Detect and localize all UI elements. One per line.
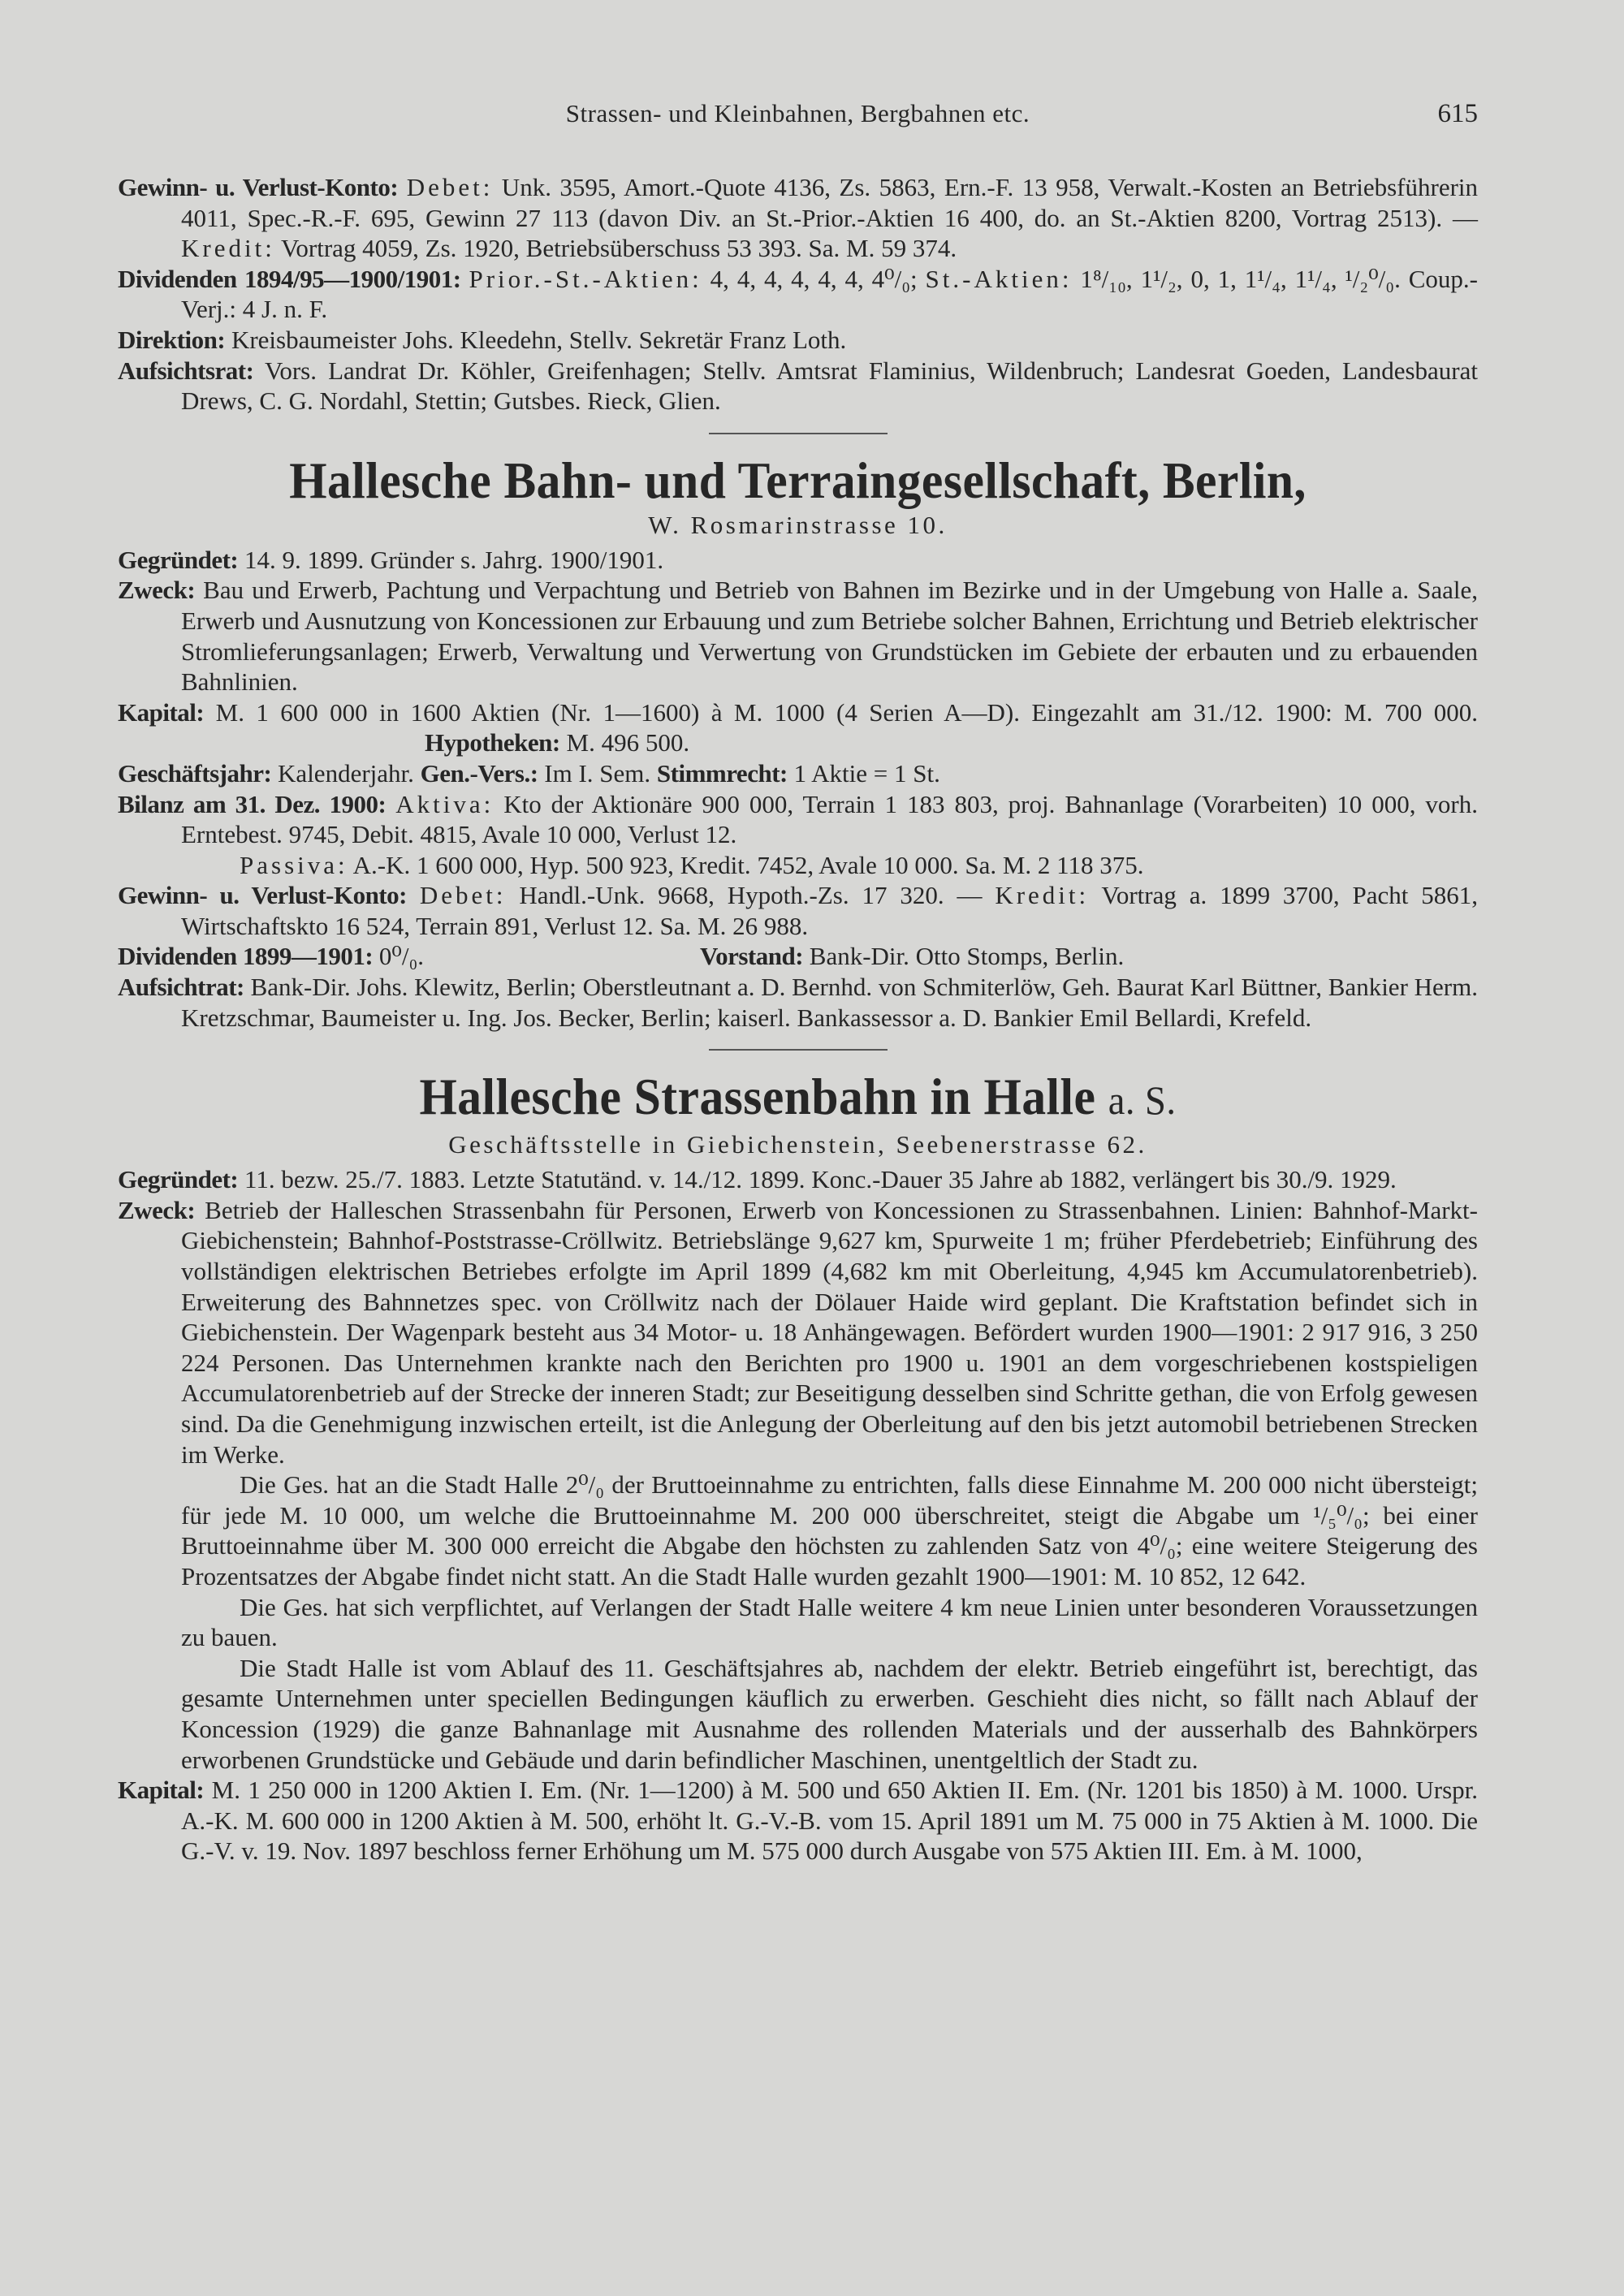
entry-text: 14. 9. 1899. Gründer s. Jahrg. 1900/1901. [238, 545, 664, 574]
entry-label: Gen.-Vers.: [420, 758, 538, 788]
entry-label: Dividenden 1894/95—1900/1901: [118, 264, 461, 293]
company-address: W. Rosmarinstrasse 10. [648, 510, 948, 539]
entry-text: Vortrag 4059, Zs. 1920, Betriebsüberschuss 53 393. Sa. M. 59 374. [274, 234, 957, 263]
entry-text: Kreisbaumeister Johs. Kleedehn, Stellv. Sekretär Franz Loth. [225, 325, 847, 354]
entry-label: Bilanz am 31. Dez. 1900: [118, 789, 387, 818]
entry-label: Gewinn- u. Verlust-Konto: [118, 881, 407, 910]
entry-paragraph [118, 1195, 1478, 1470]
page-number: 615 [1437, 99, 1478, 128]
entry-paragraph [118, 850, 1478, 881]
entry-label: Gewinn- u. Verlust-Konto: [118, 173, 399, 201]
entry-paragraph [118, 575, 1478, 697]
section-divider [709, 1049, 888, 1051]
entry-text: Kalenderjahr. [271, 758, 421, 788]
page-header [118, 99, 1478, 135]
page-content [118, 172, 1478, 1867]
entry-paragraph [118, 880, 1478, 941]
entry-sublabel: Kredit: [995, 881, 1090, 910]
entry-text: Betrieb der Halleschen Strassenbahn für Personen, Erwerb von Koncessionen zu Strassenbahnen. Linien: Bahnhof-Markt-Giebichenstein; Bahnhof-Poststrasse-Cröllwitz. Betriebslänge 9,627 km, Spurweite 1 m; früher Pferdebetrieb; Einführung des vollständigen elektrischen Betriebes erfolgte im April 1899 (4,682 km mit Oberleitung, 4,945 km Accumulatorenbetrieb). Erweiterung des Bahnnetzes spec. von Cröllwitz nach der Dölauer Haide wird geplant. Die Kraftstation befindet sich in Giebichenstein. Der Wagenpark besteht aus 34 Motor- u. 18 Anhängewagen. Befördert wurden 1900—1901: 2 917 916, 3 250 224 Personen. Das Unternehmen krankte nach den Berichten pro 1900 u. 1901 an dem vorgeschriebenen kostspieligen Accumulatorenbetrieb auf der Strecke der inneren Stadt; zur Beseitigung desselben sind Schritte gethan, die von Erfolg gewesen sind. Da die Genehmigung inzwischen erteilt, ist die Anlegung der Oberleitung auf den bis jetzt automobil betriebenen Strecken im Werke. [181, 1195, 1478, 1469]
entry-text [398, 173, 406, 201]
entry-text [386, 790, 395, 818]
entry-text: M. 1 250 000 in 1200 Aktien I. Em. (Nr. 1—1200) à M. 500 und 650 Aktien II. Em. (Nr. 1201 bis 1850) à M. 1000. Urspr. A.-K. M. 600 000 in 1200 Aktien à M. 500, erhöht lt. G.-V.-B. vom 15. April 1891 um M. 75 000 in 75 Aktien à M. 1000. Die G.-V. v. 19. Nov. 1897 beschloss ferner Erhöhung um M. 575 000 durch Ausgabe von 575 Aktien III. Em. à M. 1000, [181, 1776, 1478, 1866]
company-title-suffix: a. S. [1108, 1077, 1177, 1124]
entry-label: Direktion: [118, 325, 226, 354]
entry-paragraph [118, 697, 1478, 758]
entry-label: Gegründet: [118, 1165, 239, 1194]
entry-paragraph [118, 356, 1478, 416]
entry-text [407, 881, 420, 909]
entry-text: Handl.-Unk. 9668, Hypoth.-Zs. 17 320. — [506, 881, 996, 910]
entry-sublabel: Passiva: [240, 850, 348, 879]
company-title-text: Hallesche Bahn- und Terraingesellschaft, Berlin, [289, 451, 1307, 509]
entry-sublabel: Aktiva: [395, 789, 495, 818]
entry-sublabel: Debet: [419, 881, 507, 910]
entry-text: Vors. Landrat Dr. Köhler, Greifenhagen; Stellv. Amtsrat Flaminius, Wildenbruch; Landesrat Goeden, Landesbaurat Drews, C. G. Nordahl, Stettin; Gutsbes. Rieck, Glien. [181, 356, 1478, 416]
entry-label: Stimmrecht: [656, 758, 788, 788]
entry-text: Die Ges. hat an die Stadt Halle 2⁰/₀ der Bruttoeinnahme zu entrichten, falls diese Einnahme M. 200 000 nicht übersteigt; für jede M. 10 000, um welche die Bruttoeinnahme M. 200 000 überschreitet, steigt die Abgabe um ¹/₅⁰/₀; bei einer Bruttoeinnahme über M. 300 000 erreicht die Abgabe den höchsten zu zahlenden Satz von 4⁰/₀; eine weitere Steigerung des Prozentsatzes der Abgabe findet nicht statt. An die Stadt Halle wurden gezahlt 1900—1901: M. 10 852, 12 642. [181, 1470, 1478, 1590]
entry-text: A.-K. 1 600 000, Hyp. 500 923, Kredit. 7452, Avale 10 000. Sa. M. 2 118 375. [348, 850, 1144, 879]
entry-paragraph [118, 1470, 1478, 1591]
entry-text: M. 1 600 000 in 1600 Aktien (Nr. 1—1600) à M. 1000 (4 Serien A—D). Eingezahlt am 31./12. 1900: M. 700 000. [204, 697, 1478, 727]
entry-sublabel: Prior.-St.-Aktien: [469, 264, 702, 293]
entry-label: Dividenden 1899—1901: [118, 942, 374, 971]
entry-label: Geschäftsjahr: [118, 758, 272, 788]
entry-text: 1 Aktie = 1 St. [787, 758, 940, 788]
entry-text: Die Ges. hat sich verpflichtet, auf Verlangen der Stadt Halle weitere 4 km neue Linien unter besonderen Voraussetzungen zu bauen. [181, 1592, 1478, 1652]
entry-paragraph [118, 172, 1478, 264]
running-title: Strassen- und Kleinbahnen, Bergbahnen etc. [565, 99, 1030, 127]
entry-label: Kapital: [118, 697, 205, 727]
entry-text: 11. bezw. 25./7. 1883. Letzte Statutänd. v. 14./12. 1899. Konc.-Dauer 35 Jahre ab 1882, verlängert bis 30./9. 1929. [238, 1165, 1397, 1194]
entry-label: Gegründet: [118, 545, 239, 574]
entry-paragraph [118, 1653, 1478, 1775]
entry-text: 1⁸/₁₀, 1¹/₂, 0, 1, 1¹/₄, 1¹/₄, ¹/₂⁰/₀. Coup.-Verj.: 4 J. n. F. [181, 264, 1478, 324]
entry-paragraph [118, 264, 1478, 325]
company-title [166, 452, 1431, 509]
entry-paragraph [118, 1164, 1478, 1195]
entry-sublabel: Debet: [406, 173, 494, 201]
entry-text: Bank-Dir. Johs. Klewitz, Berlin; Oberstleutnant a. D. Bernhd. von Schmiterlöw, Geh. Baurat Karl Büttner, Bankier Herm. Kretzschmar, Baumeister u. Ing. Jos. Becker, Berlin; kaiserl. Bankassessor a. D. Bankier Emil Bellardi, Krefeld. [181, 973, 1478, 1032]
company-section [118, 433, 1478, 1034]
entry-paragraph [118, 941, 1478, 972]
company-address: Geschäftsstelle in Giebichenstein, Seebenerstrasse 62. [448, 1130, 1147, 1159]
company-section [118, 172, 1478, 416]
entry-text: M. 496 500. [559, 728, 690, 757]
entry-text: Bank-Dir. Otto Stomps, Berlin. [803, 942, 1125, 971]
entry-label: Aufsichtrat: [118, 973, 244, 1002]
entry-paragraph [118, 758, 1478, 789]
entry-label: Kapital: [118, 1776, 205, 1805]
entry-sublabel: Kredit: [181, 234, 275, 263]
entry-text: 0⁰/₀. [373, 942, 425, 971]
entry-paragraph [118, 972, 1478, 1033]
entry-label: Vorstand: [700, 942, 804, 971]
entry-label: Zweck: [118, 1195, 196, 1224]
section-divider [709, 433, 888, 434]
entry-sublabel: St.-Aktien: [925, 264, 1073, 293]
entry-paragraph [118, 545, 1478, 576]
entry-label: Hypotheken: [425, 728, 560, 757]
entry-paragraph [118, 325, 1478, 356]
entry-text: Im I. Sem. [538, 758, 657, 788]
company-title [166, 1068, 1431, 1129]
entry-text: Bau und Erwerb, Pachtung und Verpachtung und Betrieb von Bahnen im Bezirke und in der Umgebung von Halle a. Saale, Erwerb und Ausnutzung von Koncessionen zur Erbauung und zum Betriebe solcher Bahnen, Errichtung und Betrieb elektrischer Stromlieferungsanlagen; Erwerb, Verwaltung und Verwertung von Grundstücken im Gebiete der erbauten und zu erbauenden Bahnlinien. [181, 576, 1478, 697]
entry-paragraph [118, 789, 1478, 850]
entry-paragraph [118, 1592, 1478, 1653]
entry-paragraph [118, 1775, 1478, 1867]
entry-text: 4, 4, 4, 4, 4, 4, 4⁰/₀; [702, 264, 926, 293]
entry-text: Vortrag a. 1899 3700, Pacht 5861, Wirtschaftskto 16 524, Terrain 891, Verlust 12. Sa. M. 26 988. [181, 881, 1479, 940]
entry-text: Unk. 3595, Amort.-Quote 4136, Zs. 5863, Ern.-F. 13 958, Verwalt.-Kosten an Betriebsführerin 4011, Spec.-R.-F. 695, Gewinn 27 113 (davon Div. an St.-Prior.-Aktien 16 400, do. an St.-Aktien 8200, Vortrag 2513). — [181, 173, 1479, 232]
entry-label: Zweck: [118, 576, 196, 605]
company-section [118, 1049, 1478, 1867]
entry-text: Kto der Aktionäre 900 000, Terrain 1 183 803, proj. Bahnanlage (Vorarbeiten) 10 000, vorh. Erntebest. 9745, Debit. 4815, Avale 10 000, Verlust 12. [181, 789, 1478, 849]
entry-text: Die Stadt Halle ist vom Ablauf des 11. Geschäftsjahres ab, nachdem der elektr. Betrieb eingeführt ist, berechtigt, das gesamte Unternehmen unter speciellen Bedingungen käuflich zu erwerben. Geschieht dies nicht, so fällt nach Ablauf der Koncession (1929) die ganze Bahnanlage mit Ausnahme des rollenden Materials und der ausserhalb des Bahnkörpers erworbenen Grundstücke und Gebäude und darin befindlicher Maschinen, unentgeltlich der Stadt zu. [181, 1653, 1478, 1774]
entry-text [461, 265, 469, 293]
entry-label: Aufsichtsrat: [118, 356, 254, 385]
company-title-text: Hallesche Strassenbahn in Halle [419, 1068, 1096, 1126]
